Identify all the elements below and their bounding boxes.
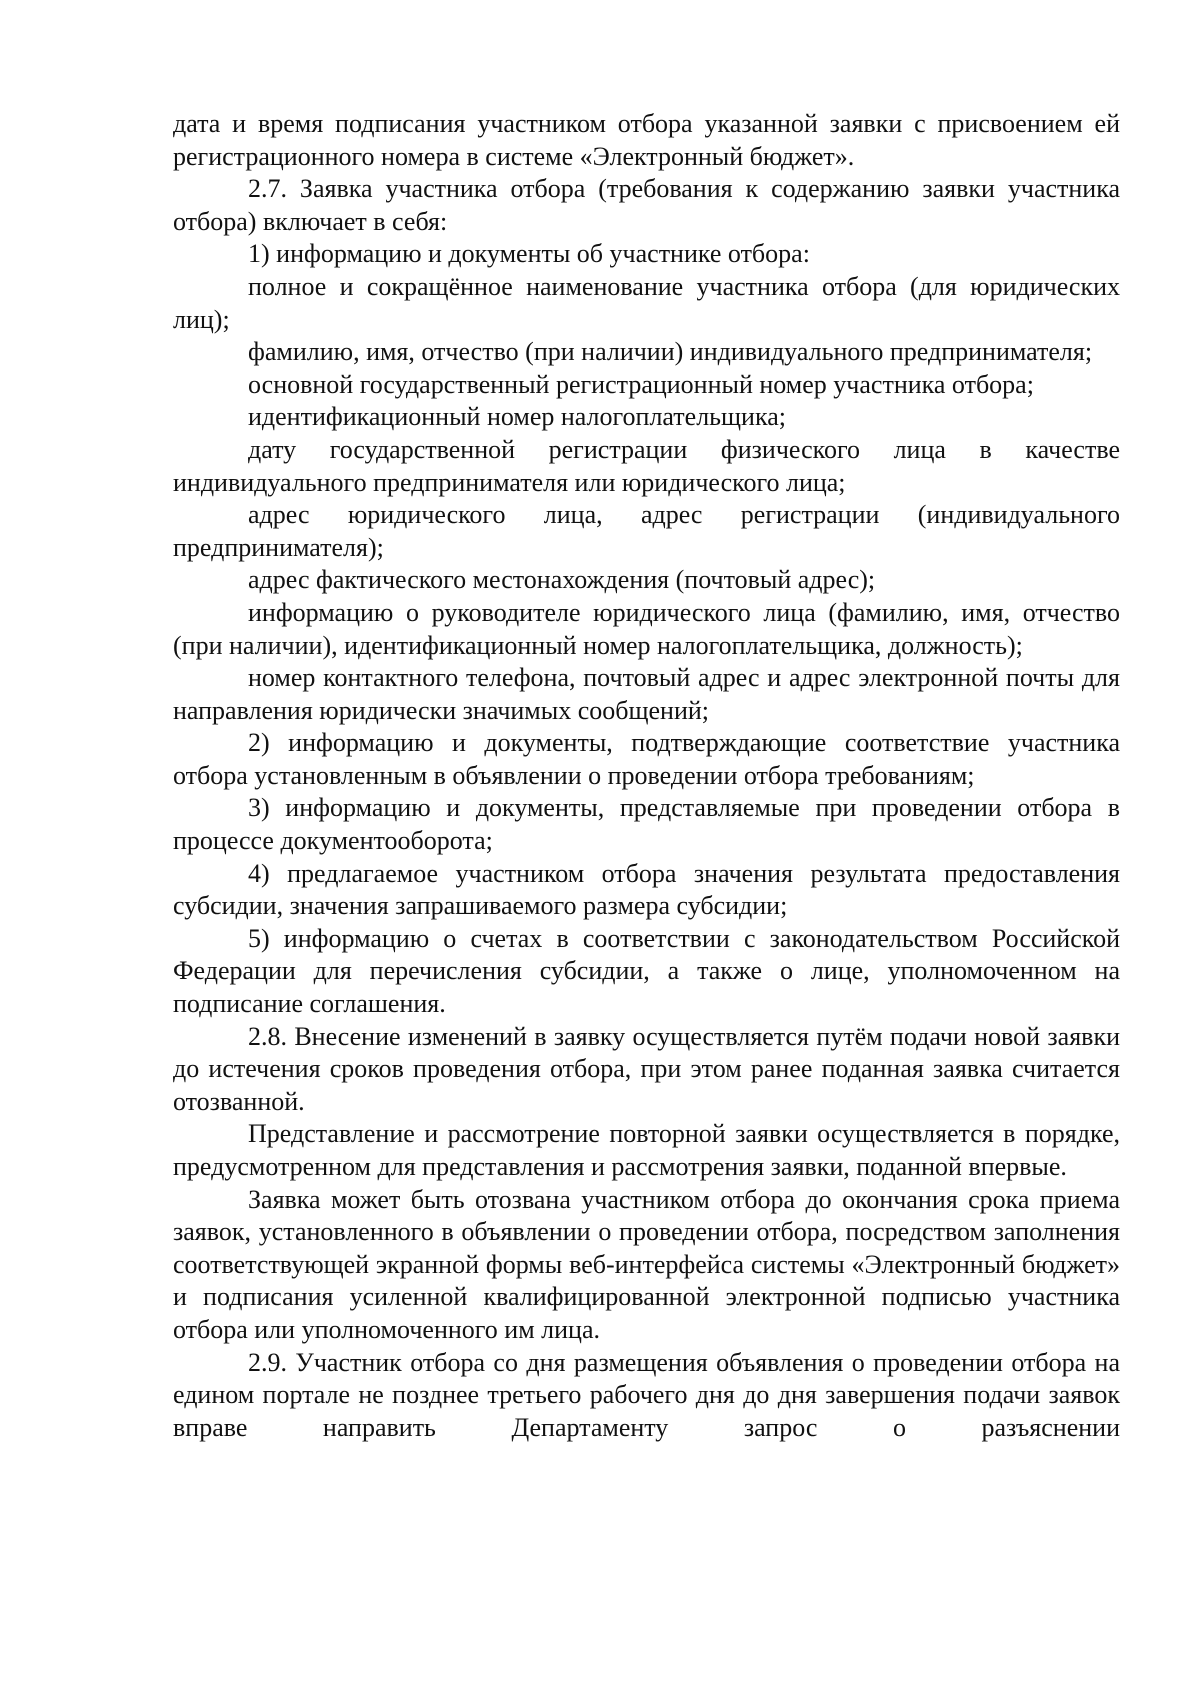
paragraph-withdrawal: Заявка может быть отозвана участником отбора до окончания срока приема заявок, установленного в объявлении о проведении отбора, посредством заполнения соответствующей экранной формы веб-интерфейса системы «Электронный бюджет» и подписания усиленной квалифицированной электронной подписью участника отбора или уполномоченного им лица. — [173, 1184, 1120, 1344]
list-subitem-name: полное и сокращённое наименование участника отбора (для юридических лиц); — [173, 271, 1120, 334]
paragraph-2-7: 2.7. Заявка участника отбора (требования к содержанию заявки участника отбора) включает в себя: — [173, 174, 1120, 236]
paragraph-2-8: 2.8. Внесение изменений в заявку осуществляется путём подачи новой заявки до истечения сроков проведения отбора, при этом ранее поданная заявка считается отозванной. — [173, 1021, 1120, 1116]
paragraph-2-9: 2.9. Участник отбора со дня размещения объявления о проведении отбора на едином портале не позднее третьего рабочего дня до дня завершения подачи заявок вправе направить Департаменту запрос о разъяснении — [173, 1347, 1120, 1442]
document-page — [173, 108, 1120, 1444]
list-subitem-actual-address: адрес фактического местонахождения (почтовый адрес); — [248, 565, 876, 595]
list-subitem-inn: идентификационный номер налогоплательщика; — [248, 402, 786, 432]
list-item-4: 4) предлагаемое участником отбора значения результата предоставления субсидии, значения запрашиваемого размера субсидии; — [173, 858, 1120, 921]
list-subitem-registration-date: дату государственной регистрации физического лица в качестве индивидуального предпринимателя или юридического лица; — [173, 434, 1120, 497]
list-subitem-fio: фамилию, имя, отчество (при наличии) индивидуального предпринимателя; — [248, 337, 1093, 367]
list-item-1: 1) информацию и документы об участнике отбора: — [248, 239, 810, 269]
list-item-3: 3) информацию и документы, представляемые при проведении отбора в процессе документооборота; — [173, 793, 1120, 856]
list-subitem-director: информацию о руководителе юридического лица (фамилию, имя, отчество (при наличии), идентификационный номер налогоплательщика, должность); — [173, 597, 1120, 660]
list-item-2: 2) информацию и документы, подтверждающие соответствие участника отбора установленным в объявлении о проведении отбора требованиям; — [173, 728, 1120, 790]
list-subitem-contacts: номер контактного телефона, почтовый адрес и адрес электронной почты для направления юридически значимых сообщений; — [173, 663, 1120, 725]
list-item-5: 5) информацию о счетах в соответствии с законодательством Российской Федерации для перечисления субсидии, а также о лице, уполномоченном на подписание соглашения. — [173, 923, 1120, 1019]
paragraph-continuation: дата и время подписания участником отбора указанной заявки с присвоением ей регистрационного номера в системе «Электронный бюджет». — [173, 109, 1120, 171]
list-subitem-ogrn: основной государственный регистрационный номер участника отбора; — [248, 369, 1034, 399]
list-subitem-legal-address: адрес юридического лица, адрес регистрации (индивидуального предпринимателя); — [173, 500, 1120, 562]
paragraph-resubmission: Представление и рассмотрение повторной заявки осуществляется в порядке, предусмотренном для представления и рассмотрения заявки, поданной впервые. — [173, 1119, 1120, 1181]
